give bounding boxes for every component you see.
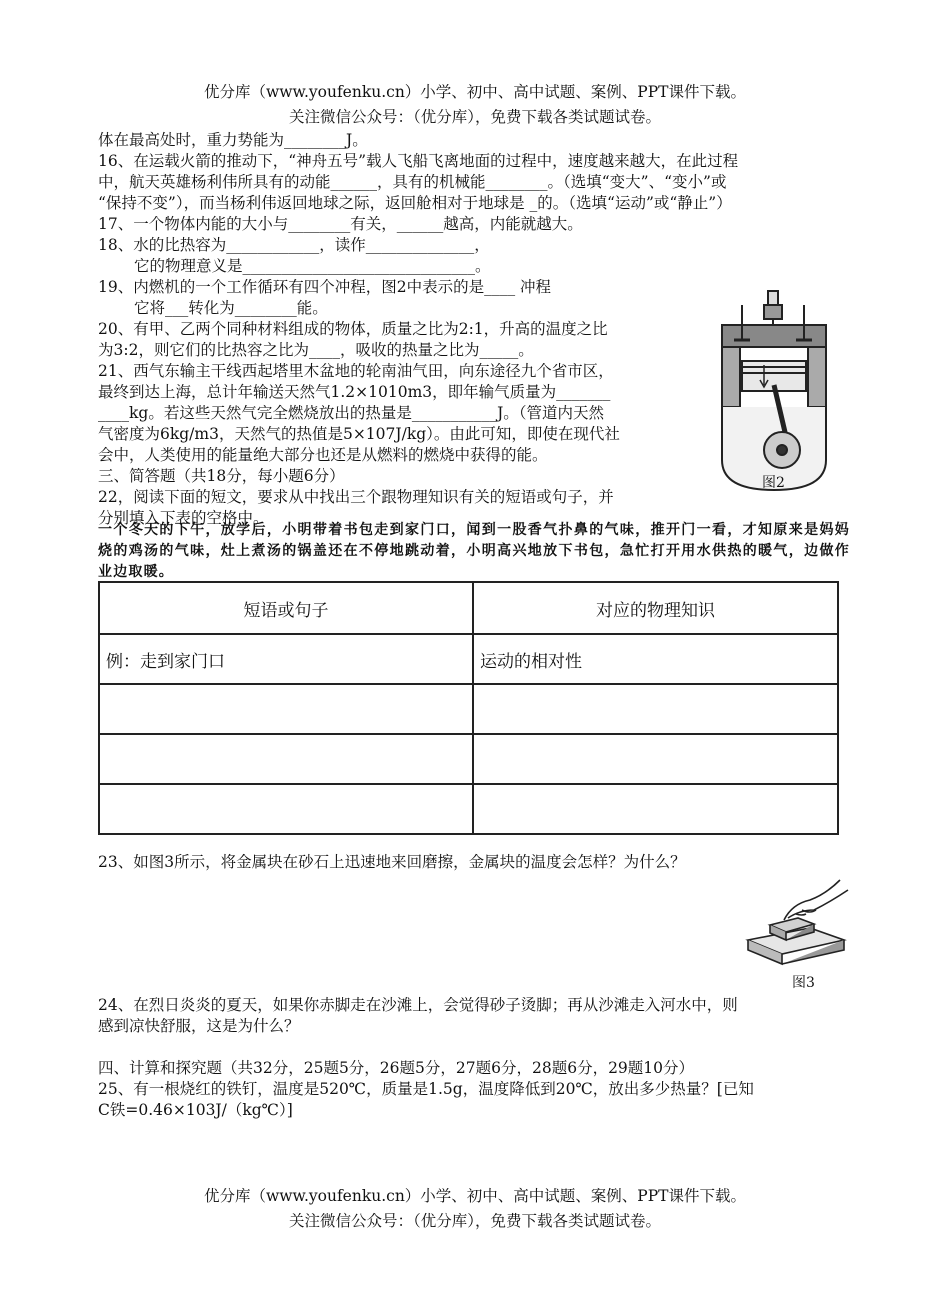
answer-table — [98, 581, 839, 835]
q20-line-2: 为3:2，则它们的比热容之比为____，吸收的热量之比为_____。 — [98, 341, 534, 359]
q22-line-1: 22，阅读下面的短文，要求从中找出三个跟物理知识有关的短语或句子，并 — [98, 488, 614, 506]
q25-line-1: 25、有一根烧红的铁钉，温度是520℃，质量是1.5g，温度降低到20℃，放出多少热量？[已知 — [98, 1080, 754, 1098]
q16-line-1: 16、在运载火箭的推动下，“神舟五号”载人飞船飞离地面的过程中，速度越来越大，在此过程 — [98, 152, 739, 170]
table-cell[interactable] — [99, 784, 473, 834]
q20-line-1: 20、有甲、乙两个同种材料组成的物体，质量之比为2:1，升高的温度之比 — [98, 320, 608, 338]
engine-diagram-figure — [712, 285, 840, 500]
q19-line-1: 19、内燃机的一个工作循环有四个冲程，图2中表示的是____ 冲程 — [98, 278, 552, 296]
metal-block-figure — [740, 870, 852, 970]
table-row — [99, 684, 838, 734]
table-header-phrase: 短语或句子 — [99, 582, 473, 634]
table-row — [99, 784, 838, 834]
section-4-title: 四、计算和探究题（共32分，25题5分，26题5分，27题6分，28题6分，29题10分） — [98, 1059, 695, 1077]
figure-2-caption: 图2 — [762, 475, 785, 491]
q16-line-3: “保持不变”），而当杨利伟返回地球之际，返回舱相对于地球是 _的。（选填“运动”或“静止”） — [98, 194, 732, 212]
header-line-1: 优分库（www.youfenku.cn）小学、初中、高中试题、案例、PPT课件下载。 — [203, 83, 747, 101]
footer-line-1: 优分库（www.youfenku.cn）小学、初中、高中试题、案例、PPT课件下载。 — [203, 1187, 747, 1205]
q19-line-2: 它将___转化为________能。 — [134, 299, 328, 317]
table-cell: 例：走到家门口 — [99, 634, 473, 684]
q24-line-2: 感到凉快舒服，这是为什么？ — [98, 1017, 300, 1035]
table-row — [99, 734, 838, 784]
q15-tail: 体在最高处时，重力势能为________J。 — [98, 131, 368, 149]
table-row — [99, 634, 838, 684]
table-cell[interactable] — [99, 684, 473, 734]
figure-3-caption: 图3 — [792, 975, 815, 991]
footer-line-2: 关注微信公众号：（优分库），免费下载各类试题试卷。 — [288, 1212, 661, 1230]
q18-line-1: 18、水的比热容为____________，读作______________， — [98, 236, 490, 254]
table-cell: 运动的相对性 — [473, 634, 838, 684]
header-line-2: 关注微信公众号：（优分库），免费下载各类试题试卷。 — [288, 108, 661, 126]
q23: 23、如图3所示，将金属块在砂石上迅速地来回磨擦，金属块的温度会怎样？为什么？ — [98, 853, 686, 871]
table-header-knowledge: 对应的物理知识 — [473, 582, 838, 634]
q21-line-2: 最终到达上海，总计年输送天然气1.2×1010m3，即年输气质量为_______ — [98, 383, 611, 401]
q21-line-4: 气密度为6kg/m3，天然气的热值是5×107J/kg）。由此可知，即使在现代社 — [98, 425, 620, 443]
table-cell[interactable] — [473, 734, 838, 784]
q17: 17、一个物体内能的大小与________有关，______越高，内能就越大。 — [98, 215, 583, 233]
section-3-title: 三、简答题（共18分，每小题6分） — [98, 467, 345, 485]
q22-line-2: 分别填入下表的空格中。 — [98, 509, 269, 527]
q21-line-5: 会中，人类使用的能量绝大部分也还是从燃料的燃烧中获得的能。 — [98, 446, 548, 464]
q25-line-2: C铁=0.46×103J/（kg℃）] — [98, 1101, 293, 1119]
table-cell[interactable] — [99, 734, 473, 784]
q24-line-1: 24、在烈日炎炎的夏天，如果你赤脚走在沙滩上，会觉得砂子烫脚；再从沙滩走入河水中，则 — [98, 996, 738, 1014]
table-cell[interactable] — [473, 784, 838, 834]
q21-line-3: ____kg。若这些天然气完全燃烧放出的热量是___________J。（管道内天然 — [98, 404, 605, 422]
narrative-passage: 一个冬天的下午，放学后，小明带着书包走到家门口，闻到一股香气扑鼻的气味，推开门一看，才知原来是妈妈烧的鸡汤的气味，灶上煮汤的锅盖还在不停地跳动着，小明高兴地放下书包，急忙打开用水供热的暖气，边做作业边取暖。 — [98, 522, 850, 580]
table-cell[interactable] — [473, 684, 838, 734]
q18-line-2: 它的物理意义是______________________________。 — [134, 257, 491, 275]
q21-line-1: 21、西气东输主干线西起塔里木盆地的轮南油气田，向东途径九个省市区， — [98, 362, 614, 380]
q16-line-2: 中，航天英雄杨利伟所具有的动能______，具有的机械能________。（选填“变大”、“变小”或 — [98, 173, 727, 191]
